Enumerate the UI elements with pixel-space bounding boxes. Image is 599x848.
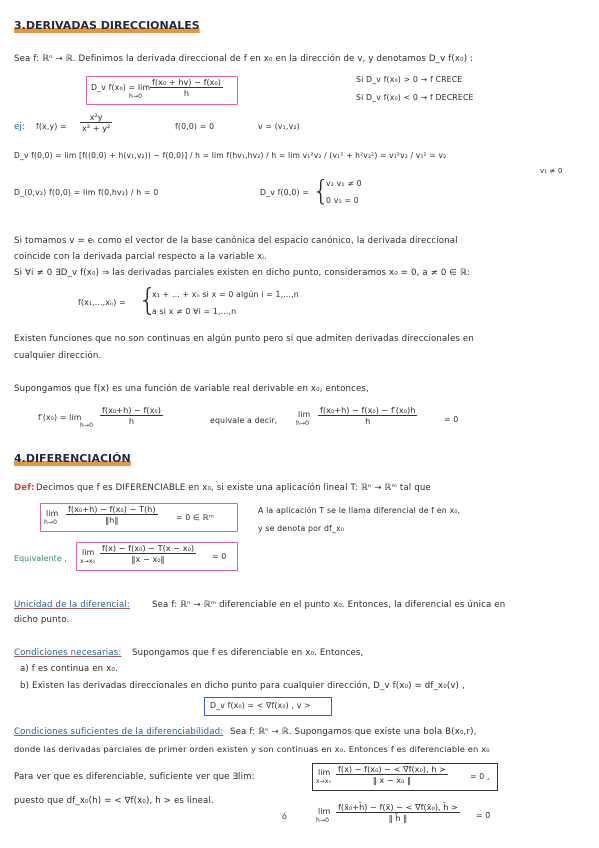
deriv2-num: f(x₀+h) − f(x₀) − f′(x₀)h — [320, 405, 416, 415]
necesarias-text: Supongamos que f es diferenciable en x₀. Entonces, — [132, 648, 364, 658]
cond-decrece: Si D_v f(x₀) < 0 → f DECRECE — [356, 93, 474, 102]
lim3-den: ‖ x − x₀ ‖ — [336, 774, 448, 785]
suficientes-text: Sea f: ℝⁿ → ℝ. Supongamos que existe una bola B(x₀,r), — [230, 727, 477, 737]
deriv-lhs: f′(x₀) = lim — [38, 413, 82, 422]
ej-func: f(x,y) = — [36, 122, 67, 131]
para-non-continuous-1: Existen funciones que no son continuas en algún punto pero sí que admiten derivadas direccionales en — [14, 334, 474, 344]
lim1-fraction — [66, 504, 158, 525]
ej-derivative-line: D_v f(0,0) = lim [f((0,0) + h(v₁,v₂)) − f(0,0)] / h = lim f(hv₁,hv₂) / h = lim v₁²v₂ / (v₁² + h²v₂²) = v₁²v₂ / v₁² = v₂ — [14, 151, 447, 160]
ej-num: x²y — [89, 112, 103, 122]
deriv2-sub: h→0 — [296, 420, 310, 427]
lim4-sub: h→0 — [316, 817, 330, 824]
lim2-word: lim — [82, 548, 95, 557]
def-label: Def: — [14, 483, 35, 493]
deriv-num: f(x₀+h) − f(x₀) — [102, 405, 161, 415]
deriv-sub: h→0 — [80, 422, 94, 429]
ej-piece1: v₂ v₁ ≠ 0 — [326, 179, 362, 188]
lim4-fraction — [336, 802, 460, 823]
para-base-canonica-1: Si tomamos v = eᵢ como el vector de la base canónica del espacio canónico, la derivada direccional — [14, 236, 458, 246]
def-lhs: D_v f(x₀) = lim — [91, 83, 151, 92]
para-partial-derivatives: Si ∀i ≠ 0 ∃D_v f(x₀) ⇒ las derivadas parciales existen en dicho punto, consideramos x₀ = 0, a ≠ 0 ∈ ℝ: — [14, 268, 470, 278]
deriv2-den: h — [318, 415, 417, 426]
lim3-word: lim — [318, 768, 331, 777]
lim1-den: ‖h‖ — [66, 514, 158, 525]
deriv-den: h — [100, 415, 163, 426]
def-text: Decimos que f es DIFERENCIABLE en x₀, si existe una aplicación lineal T: ℝⁿ → ℝᵐ tal que — [36, 483, 431, 493]
lim3-fraction — [336, 764, 448, 785]
ej-piece2: 0 v₁ = 0 — [326, 196, 359, 205]
lim1-word: lim — [46, 509, 59, 518]
equiv-label: Equivalente , — [14, 554, 68, 563]
necesarias-b: b) Existen las derivadas direccionales en dicho punto para cualquier dirección, D_v f(x₀) = df_x₀(v) , — [20, 681, 465, 691]
ej-v: v = (v₁,v₂) — [258, 122, 300, 131]
cond-crece: Si D_v f(x₀) > 0 → f CRECE — [356, 75, 463, 84]
lim1-num: f(x₀+h) − f(x₀) − T(h) — [68, 504, 156, 514]
suficientes-label: Condiciones suficientes de la diferenciabilidad: — [14, 727, 224, 737]
para-non-continuous-2: cualquier dirección. — [14, 351, 102, 361]
lim4-rhs: = 0̄ — [476, 811, 491, 820]
piece-brace-icon: { — [138, 283, 158, 318]
lim1-sub: h→0 — [44, 519, 58, 526]
puesto-text: puesto que df_x₀(h) = < ∇f(x₀), h > es lineal. — [14, 796, 214, 806]
lim2-num: f(x) − f(x₀) − T(x − x₀) — [102, 543, 195, 553]
lim4-den: ‖ h̄ ‖ — [336, 812, 460, 823]
def-sub: h→0 — [129, 93, 143, 100]
lim2-fraction — [100, 543, 196, 564]
unicidad-label: Unicidad de la diferencial: — [14, 600, 130, 610]
def-den: h — [150, 87, 223, 98]
lim2-sub: x→x₀ — [80, 558, 96, 565]
para-base-canonica-2: coincide con la derivada parcial respecto a la variable xᵢ. — [14, 252, 267, 262]
def-fraction — [150, 77, 223, 98]
def-num: f(x₀ + hv) − f(x₀) — [152, 77, 221, 87]
lim3-rhs: = 0 , — [470, 772, 490, 781]
lim2-den: ‖x − x₀‖ — [100, 553, 196, 564]
para-real-variable: Supongamos que f(x) es una función de variable real derivable en x₀, entonces, — [14, 384, 369, 394]
piece-lhs: f(x₁,...,xₙ) = — [78, 298, 126, 307]
ej-fraction — [80, 112, 112, 133]
piece-line-1: x₁ + ... + xₙ si x = 0 algún i = 1,...,n — [152, 290, 299, 299]
deriv2-lim: lim — [298, 410, 311, 419]
ej-derivative-condition: v₁ ≠ 0 — [540, 167, 563, 175]
ej-den: x² + y² — [82, 123, 111, 133]
lim3-num: f(x) − f(x₀) − < ∇f(x₀), h > — [338, 764, 446, 774]
section-title-diferenciacion: 4.DIFERENCIACIÓN — [14, 452, 131, 465]
ej-label: ej: — [14, 122, 26, 132]
lim1-note-2: y se denota por df_x₀ — [258, 524, 345, 533]
ej-brace-icon: { — [312, 174, 330, 207]
ej-f00: f(0,0) = 0 — [175, 122, 215, 131]
deriv2-rhs: = 0 — [444, 415, 459, 424]
suficientes-text-2: donde las derivadas parciales de primer orden existen y son continuas en x₀. Entonces f es diferenciable en x₀ — [14, 744, 490, 754]
section-title-derivadas-direccionales: 3.DERIVADAS DIRECCIONALES — [14, 19, 200, 32]
lim4-word: lim — [318, 807, 331, 816]
lim4-num: f(x̄₀+h̄) − f(x̄) − < ∇f(x̄₀), h̄ > — [338, 802, 458, 812]
necesarias-a: a) f es continua en x₀. — [20, 664, 118, 674]
unicidad-text: Sea f: ℝⁿ → ℝᵐ diferenciable en el punto x₀. Entonces, la diferencial es única en — [152, 600, 506, 610]
lim1-note-1: A la aplicación T se le llama diferencial de f en x₀, — [258, 506, 461, 515]
lim2-rhs: = 0 — [212, 552, 227, 561]
lim1-rhs: = 0 ∈ ℝᵐ — [176, 513, 214, 522]
lim3-sub: x→x₀ — [316, 778, 332, 785]
deriv2-fraction — [318, 405, 417, 426]
or-text: ó — [282, 812, 287, 821]
necesarias-label: Condiciones necesarias: — [14, 648, 122, 658]
gradient-formula: D_v f(x₀) = < ∇f(x₀) , v > — [210, 701, 311, 710]
unicidad-text-2: dicho punto. — [14, 615, 70, 625]
piece-line-2: a si x ≠ 0 ∀i = 1,...,n — [152, 307, 237, 316]
ej-axis-derivative: D_(0,v₂) f(0,0) = lim f(0,hv₂) / h = 0 — [14, 188, 159, 197]
ver-diferenciable-text: Para ver que es diferenciable, suficiente ver que ∃lim: — [14, 772, 255, 782]
deriv-fraction — [100, 405, 163, 426]
intro-text: Sea f: ℝⁿ → ℝ. Definimos la derivada direccional de f en x₀ en la dirección de v, y denotamos D_v f(x₀) : — [14, 54, 474, 64]
equiv-text: equivale a decir, — [210, 416, 278, 425]
ej-piece-lhs: D_v f(0,0) = — [260, 188, 310, 197]
